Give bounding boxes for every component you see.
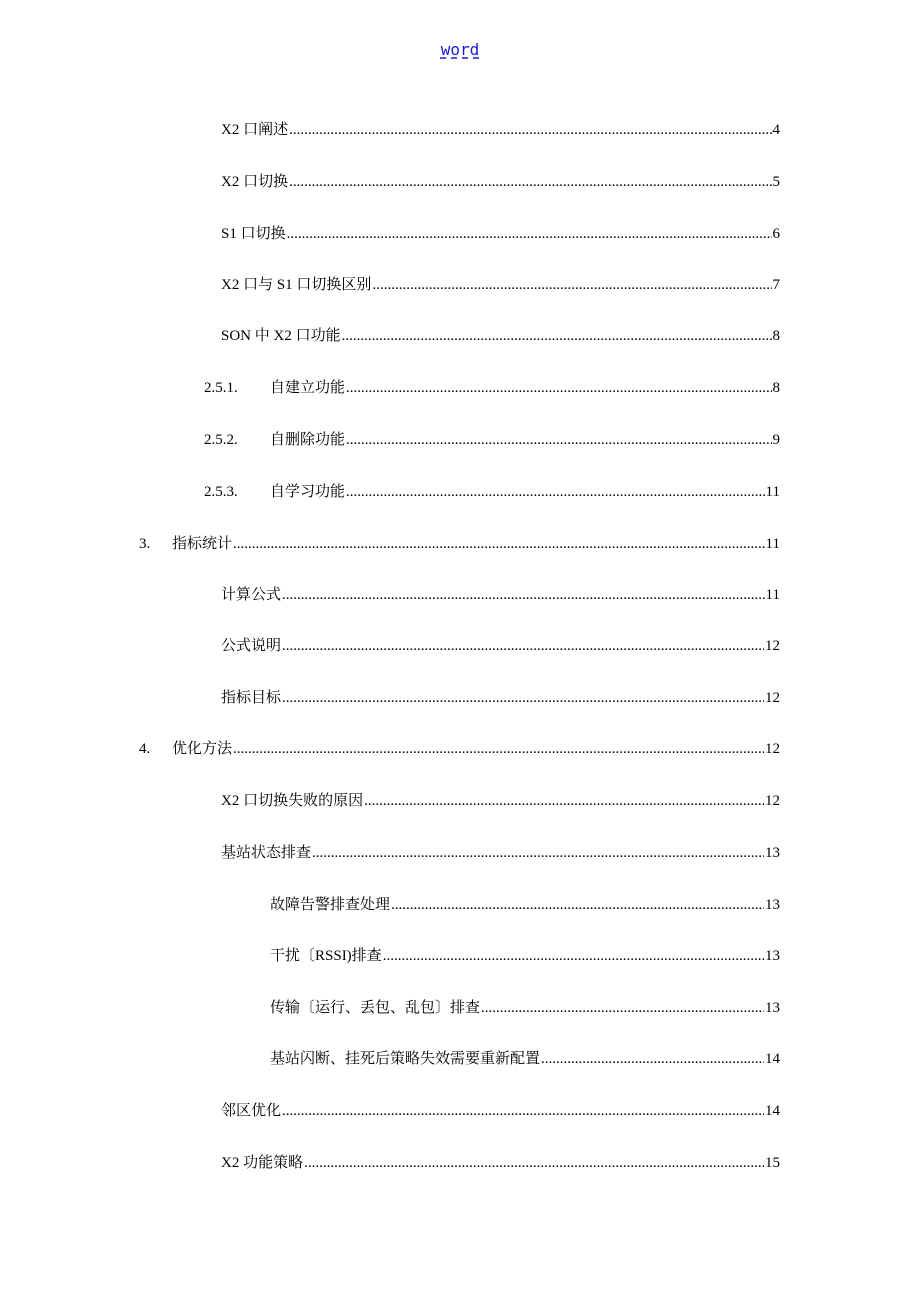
toc-entry-title: 计算公式 (221, 587, 282, 603)
toc-entry[interactable] (270, 944, 780, 968)
toc-entry[interactable] (221, 841, 780, 865)
toc-entry[interactable] (221, 634, 780, 658)
toc-entry-page: 11 (765, 587, 780, 603)
toc-entry-page: 8 (772, 328, 780, 344)
toc-entry[interactable] (139, 737, 780, 761)
toc-entry-page: 12 (765, 793, 780, 809)
toc-entry[interactable] (270, 1047, 780, 1071)
toc-entry-title: 基站状态排查 (221, 845, 312, 861)
toc-entry-title: 公式说明 (221, 638, 282, 654)
toc-dot-leader (282, 686, 764, 710)
toc-dot-leader (289, 170, 771, 194)
toc-entry-title: X2 口阐述 (221, 122, 289, 138)
toc-dot-leader (304, 1151, 764, 1175)
toc-dot-leader (289, 118, 771, 142)
toc-dot-leader (541, 1047, 764, 1071)
toc-dot-leader (312, 841, 764, 865)
toc-entry-title: X2 功能策略 (221, 1155, 304, 1171)
toc-entry[interactable] (221, 1099, 780, 1123)
page-header (0, 40, 920, 60)
toc-entry[interactable] (270, 996, 780, 1020)
toc-entry-title: 邻区优化 (221, 1103, 282, 1119)
toc-entry-page: 13 (765, 897, 780, 913)
toc-entry-title: 故障告警排查处理 (270, 897, 391, 913)
toc-entry-page: 12 (765, 741, 780, 757)
toc-entry-title: 自建立功能 (270, 380, 346, 396)
toc-entry[interactable] (221, 789, 780, 813)
toc-entry[interactable] (221, 1151, 780, 1175)
toc-entry-title: S1 口切换 (221, 226, 286, 242)
toc-entry-page: 13 (765, 1000, 780, 1016)
toc-entry-page: 13 (765, 948, 780, 964)
toc-entry[interactable] (221, 686, 780, 710)
toc-entry[interactable] (221, 324, 780, 348)
toc-entry-title: 指标目标 (221, 690, 282, 706)
toc-dot-leader (364, 789, 764, 813)
toc-entry-page: 14 (765, 1051, 780, 1067)
toc-entry[interactable] (221, 222, 780, 246)
toc-entry-title: 指标统计 (172, 536, 233, 552)
toc-dot-leader (383, 944, 764, 968)
toc-entry-page: 6 (772, 226, 780, 242)
toc-entry-title: X2 口切换失败的原因 (221, 793, 364, 809)
toc-dot-leader (346, 428, 771, 452)
toc-entry-number: 2.5.2. (204, 432, 238, 448)
toc-entry-title: 传输〔运行、丢包、乱包〕排查 (270, 1000, 481, 1016)
header-word-link[interactable]: word (440, 40, 480, 59)
toc-entry-page: 12 (765, 638, 780, 654)
toc-entry-page: 8 (772, 380, 780, 396)
toc-dot-leader (287, 222, 772, 246)
toc-entry[interactable] (221, 583, 780, 607)
toc-entry-page: 15 (765, 1155, 780, 1171)
toc-entry-title: 自学习功能 (270, 484, 346, 500)
toc-dot-leader (372, 273, 771, 297)
toc-entry[interactable] (221, 170, 780, 194)
toc-entry-page: 7 (772, 277, 780, 293)
toc-entry-page: 5 (772, 174, 780, 190)
toc-entry-title: 干扰〔RSSI)排查 (270, 948, 382, 964)
toc-entry-number: 2.5.1. (204, 380, 238, 396)
toc-entry-page: 13 (765, 845, 780, 861)
toc-entry-page: 11 (765, 536, 780, 552)
toc-entry-page: 9 (772, 432, 780, 448)
toc-entry[interactable] (221, 273, 780, 297)
toc-dot-leader (282, 1099, 764, 1123)
toc-dot-leader (282, 634, 764, 658)
toc-entry[interactable] (139, 532, 780, 556)
toc-dot-leader (282, 583, 765, 607)
toc-dot-leader (233, 737, 764, 761)
toc-entry[interactable] (204, 428, 780, 452)
toc-entry-title: X2 口切换 (221, 174, 289, 190)
toc-dot-leader (391, 893, 764, 917)
toc-entry-page: 4 (772, 122, 780, 138)
toc-entry-page: 11 (765, 484, 780, 500)
toc-dot-leader (342, 324, 772, 348)
toc-dot-leader (481, 996, 764, 1020)
toc-entry[interactable] (221, 118, 780, 142)
toc-entry-title: 优化方法 (172, 741, 233, 757)
toc-entry[interactable] (204, 376, 780, 400)
toc-entry-title: 基站闪断、挂死后策略失效需要重新配置 (270, 1051, 541, 1067)
toc-entry-title: X2 口与 S1 口切换区别 (221, 277, 372, 293)
toc-entry-page: 12 (765, 690, 780, 706)
toc-entry-number: 2.5.3. (204, 484, 238, 500)
toc-dot-leader (346, 480, 765, 504)
toc-entry-title: SON 中 X2 口功能 (221, 328, 341, 344)
toc-entry-title: 自删除功能 (270, 432, 346, 448)
toc-entry-number: 4. (139, 741, 151, 757)
toc-entry[interactable] (204, 480, 780, 504)
toc-dot-leader (346, 376, 771, 400)
toc-entry[interactable] (270, 893, 780, 917)
toc-dot-leader (233, 532, 765, 556)
toc-entry-page: 14 (765, 1103, 780, 1119)
toc-entry-number: 3. (139, 536, 151, 552)
